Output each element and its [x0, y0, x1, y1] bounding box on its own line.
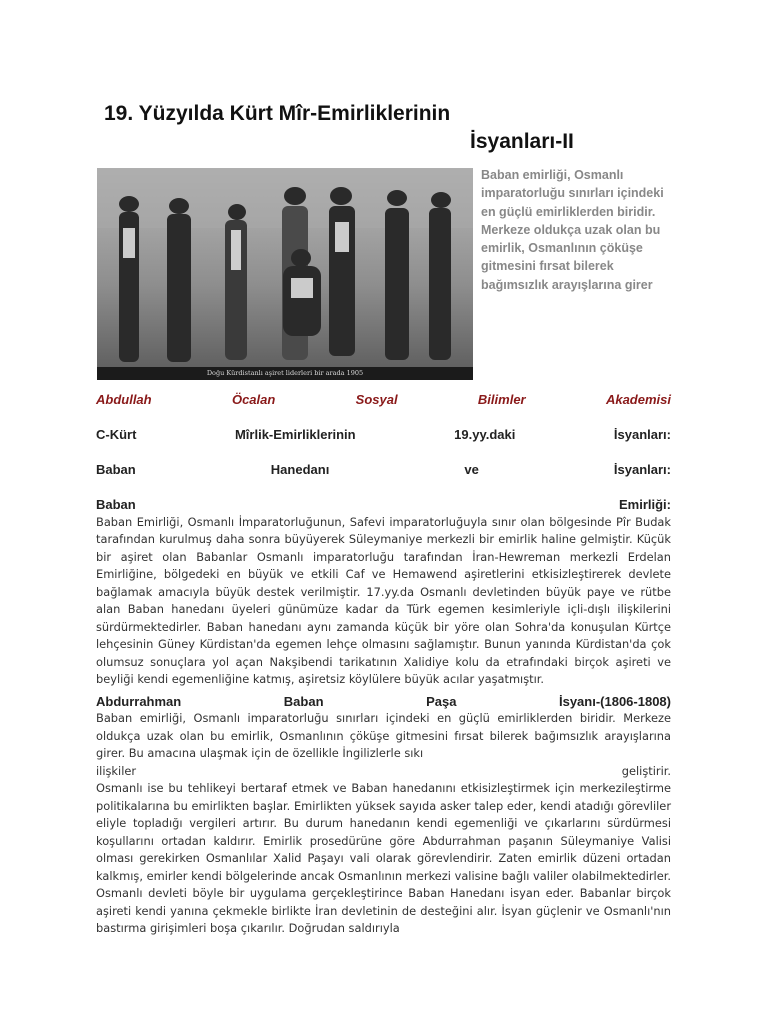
author-word: Sosyal: [355, 392, 398, 407]
page-title: [104, 100, 664, 156]
isyan-paragraph-2: Osmanlı ise bu tehlikeyi bertaraf etmek ve Baban hanedanını etkisizleştirmek için merkezileştirme politikalarına bu emirlikten başlar. Emirlikten yüksek sayıda asker talep eder, kendi atadığı görevliler eliyle topladığı vergileri artırır. Bu durum hanedanın kendi egemenliği ve çıkarlarını sürdürmesi koşullarını ortadan kaldırır. Emirlik prosedürüne göre Abdurrahman paşanın Süleymaniye Valisi olması gerekirken Osmanlılar Xalid Paşayı vali olarak görevlendirir. Zaten emirlik düzeni ortadan kalkmış, emirler kendi bölgelerinde ancak Osmanlının merkezi valisine bağlı valiler olabilmektedirler. Osmanlı devleti böyle bir uygulama gerçekleştirince Baban Hanedanı isyan eder. Babanlar birçok aşireti kendi yanına çekmekle birlikte İran devletinin de desteğini alır. İsyan güçlenir ve Osmanlı'nın bastırma girişimleri boşa çıkarılır. Doğrudan saldırıyla: [96, 781, 671, 935]
subchapter-word: ve: [464, 462, 479, 477]
section-heading: Baban Emirliği:: [96, 497, 671, 512]
chapter-word: 19.yy.daki: [454, 427, 516, 442]
historical-photo: [97, 168, 473, 380]
sidebar-summary: Baban emirliği, Osmanlı imparatorluğu sınırları içindeki en güçlü emirliklerden biridir. Merkeze oldukça uzak olan bu emirlik, Osmanlının çöküşe gitmesini fırsat bilerek bağımsızlık arayışlarına girer: [481, 168, 664, 292]
chapter-word: İsyanları:: [613, 427, 671, 442]
photo-caption: Doğu Kürdistanlı aşiret liderleri bir arada 1905: [97, 367, 473, 380]
author-word: Abdullah: [96, 392, 152, 407]
isyan-paragraph-1: Baban emirliği, Osmanlı imparatorluğu sınırları içindeki en güçlü emirliklerden biridir. Merkeze oldukça uzak olan bu emirlik, Osmanlının çöküşe gitmesini fırsat bilerek bağımsızlık arayışlarına girer. Bu amacına ulaşmak için de özellikle İngilizlerle sıkı: [96, 711, 671, 760]
section-heading-isyan: Abdurrahman Baban Paşa İsyanı-(1806-1808): [96, 693, 671, 709]
title-line-2: İsyanları-II: [470, 130, 574, 153]
author-word: Öcalan: [231, 392, 276, 407]
subchapter-line: [96, 461, 671, 479]
title-line-1: 19. Yüzyılda Kürt Mîr-Emirliklerinin: [104, 102, 451, 125]
author-word: Akademisi: [605, 392, 671, 407]
chapter-word: C-Kürt: [96, 427, 137, 442]
chapter-word: Mîrlik-Emirliklerinin: [234, 427, 356, 442]
chapter-line: [96, 426, 671, 444]
section-baban-emirligi: [96, 496, 671, 938]
subchapter-word: Hanedanı: [270, 462, 330, 477]
section-paragraph: Baban Emirliği, Osmanlı İmparatorluğunun, Safevi imparatorluğuyla sınır olan bölgesinde Pîr Budak tarafından kurulmuş daha sonra büyüyerek Süleymaniye merkezli bir emirlik haline gelmiştir. Küçük bir aşiret olan Babanlar Osmanlı imparatorluğu tarafından İran-Hewreman merkezli Erdelan Emirliğine, bölgedeki en büyük ve etkili Caf ve Hemawend aşiretlerini etkisizleştirerek devlete bağlamak amacıyla büyük destek verilmiştir. 17.yy.da Osmanlı devletinden büyük paye ve rütbe alan Baban hanedanı üyeleri günümüze kadar da Türk egemen kesimleriyle içli-dışlı ilişkilerini sürdürmektedirler. Baban hanedanı aynı zamanda küçük bir yöre olan Sohra'da konuşulan Kürtçe lehçesinin Güney Kürdistan'da egemen lehçe olmasını sağlamıştır. Bunun yanında Kürdistan'da çok olumsuz sonuçlara yol açan Nakşibendi tarikatının Xalidiye kolu da etrafındaki birçok aşireti ve beyliği kendi egemenliğine katmış, aşiretsiz köylülere büyük acılar yaşatmıştır.: [96, 514, 671, 686]
author-line: [96, 391, 671, 409]
photo-group-of-men: [97, 168, 473, 380]
isyan-paragraph-1-end: ilişkiler geliştirir.: [96, 763, 671, 778]
subchapter-word: Baban: [96, 462, 136, 477]
author-word: Bilimler: [477, 392, 526, 407]
subchapter-word: İsyanları:: [613, 462, 671, 477]
